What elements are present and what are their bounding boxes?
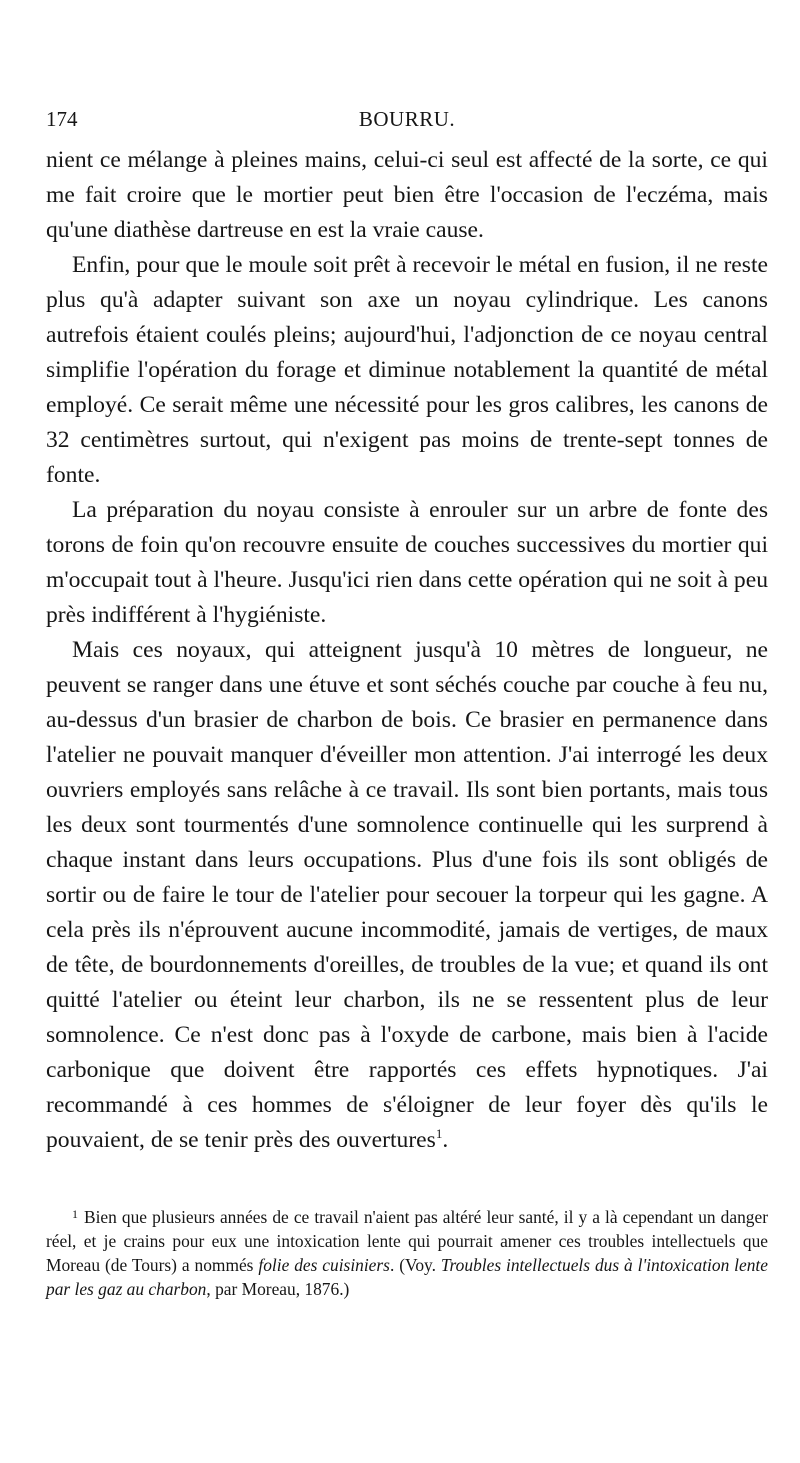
paragraph-preparation: La préparation du noyau consiste à enrouler sur un arbre de fonte des torons de foin qu'on recouvre ensuite de couches successives du mortier qui m'occupait tout à l'heure. Jusqu'ici rien dans cette opération qui ne soit à peu près indifférent à l'hygiéniste.: [46, 497, 768, 628]
footnote-reference: 1: [435, 1126, 443, 1141]
footnote-text-end: , par Moreau, 1876.): [206, 1279, 350, 1299]
paragraph-somnolence: Mais ces noyaux, qui atteignent jusqu'à 10 mètres de longueur, ne peuvent se ranger dans une étuve et sont séchés couche par couche à feu nu, au-dessus d'un brasier de charbon de bois. Ce brasier en permanence dans l'atelier ne pouvait manquer d'éveiller mon attention. J'ai interrogé les deux ouvriers employés sans relâche à ce travail. Ils sont bien portants, mais tous les deux sont tourmentés d'une somnolence continuelle qui les surprend à chaque instant dans leurs occupations. Plus d'une fois ils sont obligés de sortir ou de faire le tour de l'atelier pour secouer la torpeur qui les gagne. A cela près ils n'éprouvent aucune incommodité, jamais de vertiges, de maux de tête, de bourdonnements d'oreilles, de troubles de la vue; et quand ils ont quitté l'atelier ou éteint leur charbon, ils ne se ressentent plus de leur somnolence. Ce n'est donc pas à l'oxyde de carbone, mais bien à l'acide carbonique que doivent être rapportés ces effets hypnotiques. J'ai recommandé à ces hommes de s'éloigner de leur foyer dès qu'ils le pouvaient, de se tenir près des ouvertures$^1$.: [46, 637, 768, 1153]
footnotes: [46, 1202, 768, 1301]
footnote: [46, 1202, 768, 1301]
paragraph-noyau: Enfin, pour que le moule soit prêt à recevoir le métal en fusion, il ne reste plus qu'à adapter suivant son axe un noyau cylindrique. Les canons autrefois étaient coulés pleins; aujourd'hui, l'adjonction de ce noyau central simplifie l'opération du forage et diminue notablement la quantité de métal employé. Ce serait même une nécessité pour les gros calibres, les canons de 32 centimètres surtout, qui n'exigent pas moins de trente-sept tonnes de fonte.: [46, 252, 768, 488]
paragraph-somnolence-text: Mais ces noyaux, qui atteignent jusqu'à 10 mètres de longueur, ne peuvent se ranger dans une étuve et sont séchés couche par couche à feu nu, au-dessus d'un brasier de charbon de bois. Ce brasier en permanence dans l'atelier ne pouvait manquer d'éveiller mon attention. J'ai interrogé les deux ouvriers employés sans relâche à ce travail. Ils sont bien portants, mais tous les deux sont tourmentés d'une somnolence continuelle qui les surprend à chaque instant dans leurs occupations. Plus d'une fois ils sont obligés de sortir ou de faire le tour de l'atelier pour secouer la torpeur qui les gagne. A cela près ils n'éprouvent aucune incommodité, jamais de vertiges, de maux de tête, de bourdonnements d'oreilles, de troubles de la vue; et quand ils ont quitté l'atelier ou éteint leur charbon, ils ne se ressentent plus de leur somnolence. Ce n'est donc pas à l'oxyde de carbone, mais bien à l'acide carbonique que doivent être rapportés ces effets hypnotiques. J'ai recommandé à ces hommes de s'éloigner de leur foyer dès qu'ils le pouvaient, de se tenir près des ouvertures: [46, 637, 768, 1153]
footnote-marker: 1: [72, 1207, 78, 1221]
footnote-italic-term: folie des cuisiniers: [258, 1255, 390, 1275]
footnote-cited-title: Troubles intellectuels dus à l'intoxication lente par les gaz au charbon: [46, 1255, 768, 1299]
book-page: [46, 104, 768, 1301]
footnote-text-middle: . (Voy.: [389, 1255, 441, 1275]
running-title: BOURRU.: [358, 107, 456, 131]
page-header: [46, 104, 768, 134]
page-number: 174: [46, 107, 78, 131]
footnote-text-start: Bien que plusieurs années de ce travail n'aient pas altéré leur santé, il y a là cependant un danger réel, et je crains pour eux une intoxication lente qui pourrait amener ces troubles intellectuels que Moreau (de Tours) a nommés: [46, 1207, 768, 1275]
body-text: [46, 143, 768, 1158]
paragraph-continued: nient ce mélange à pleines mains, celui-ci seul est affecté de la sorte, ce qui me fait croire que le mortier peut bien être l'occasion de l'eczéma, mais qu'une diathèse dartreuse en est la vraie cause.: [46, 147, 768, 243]
